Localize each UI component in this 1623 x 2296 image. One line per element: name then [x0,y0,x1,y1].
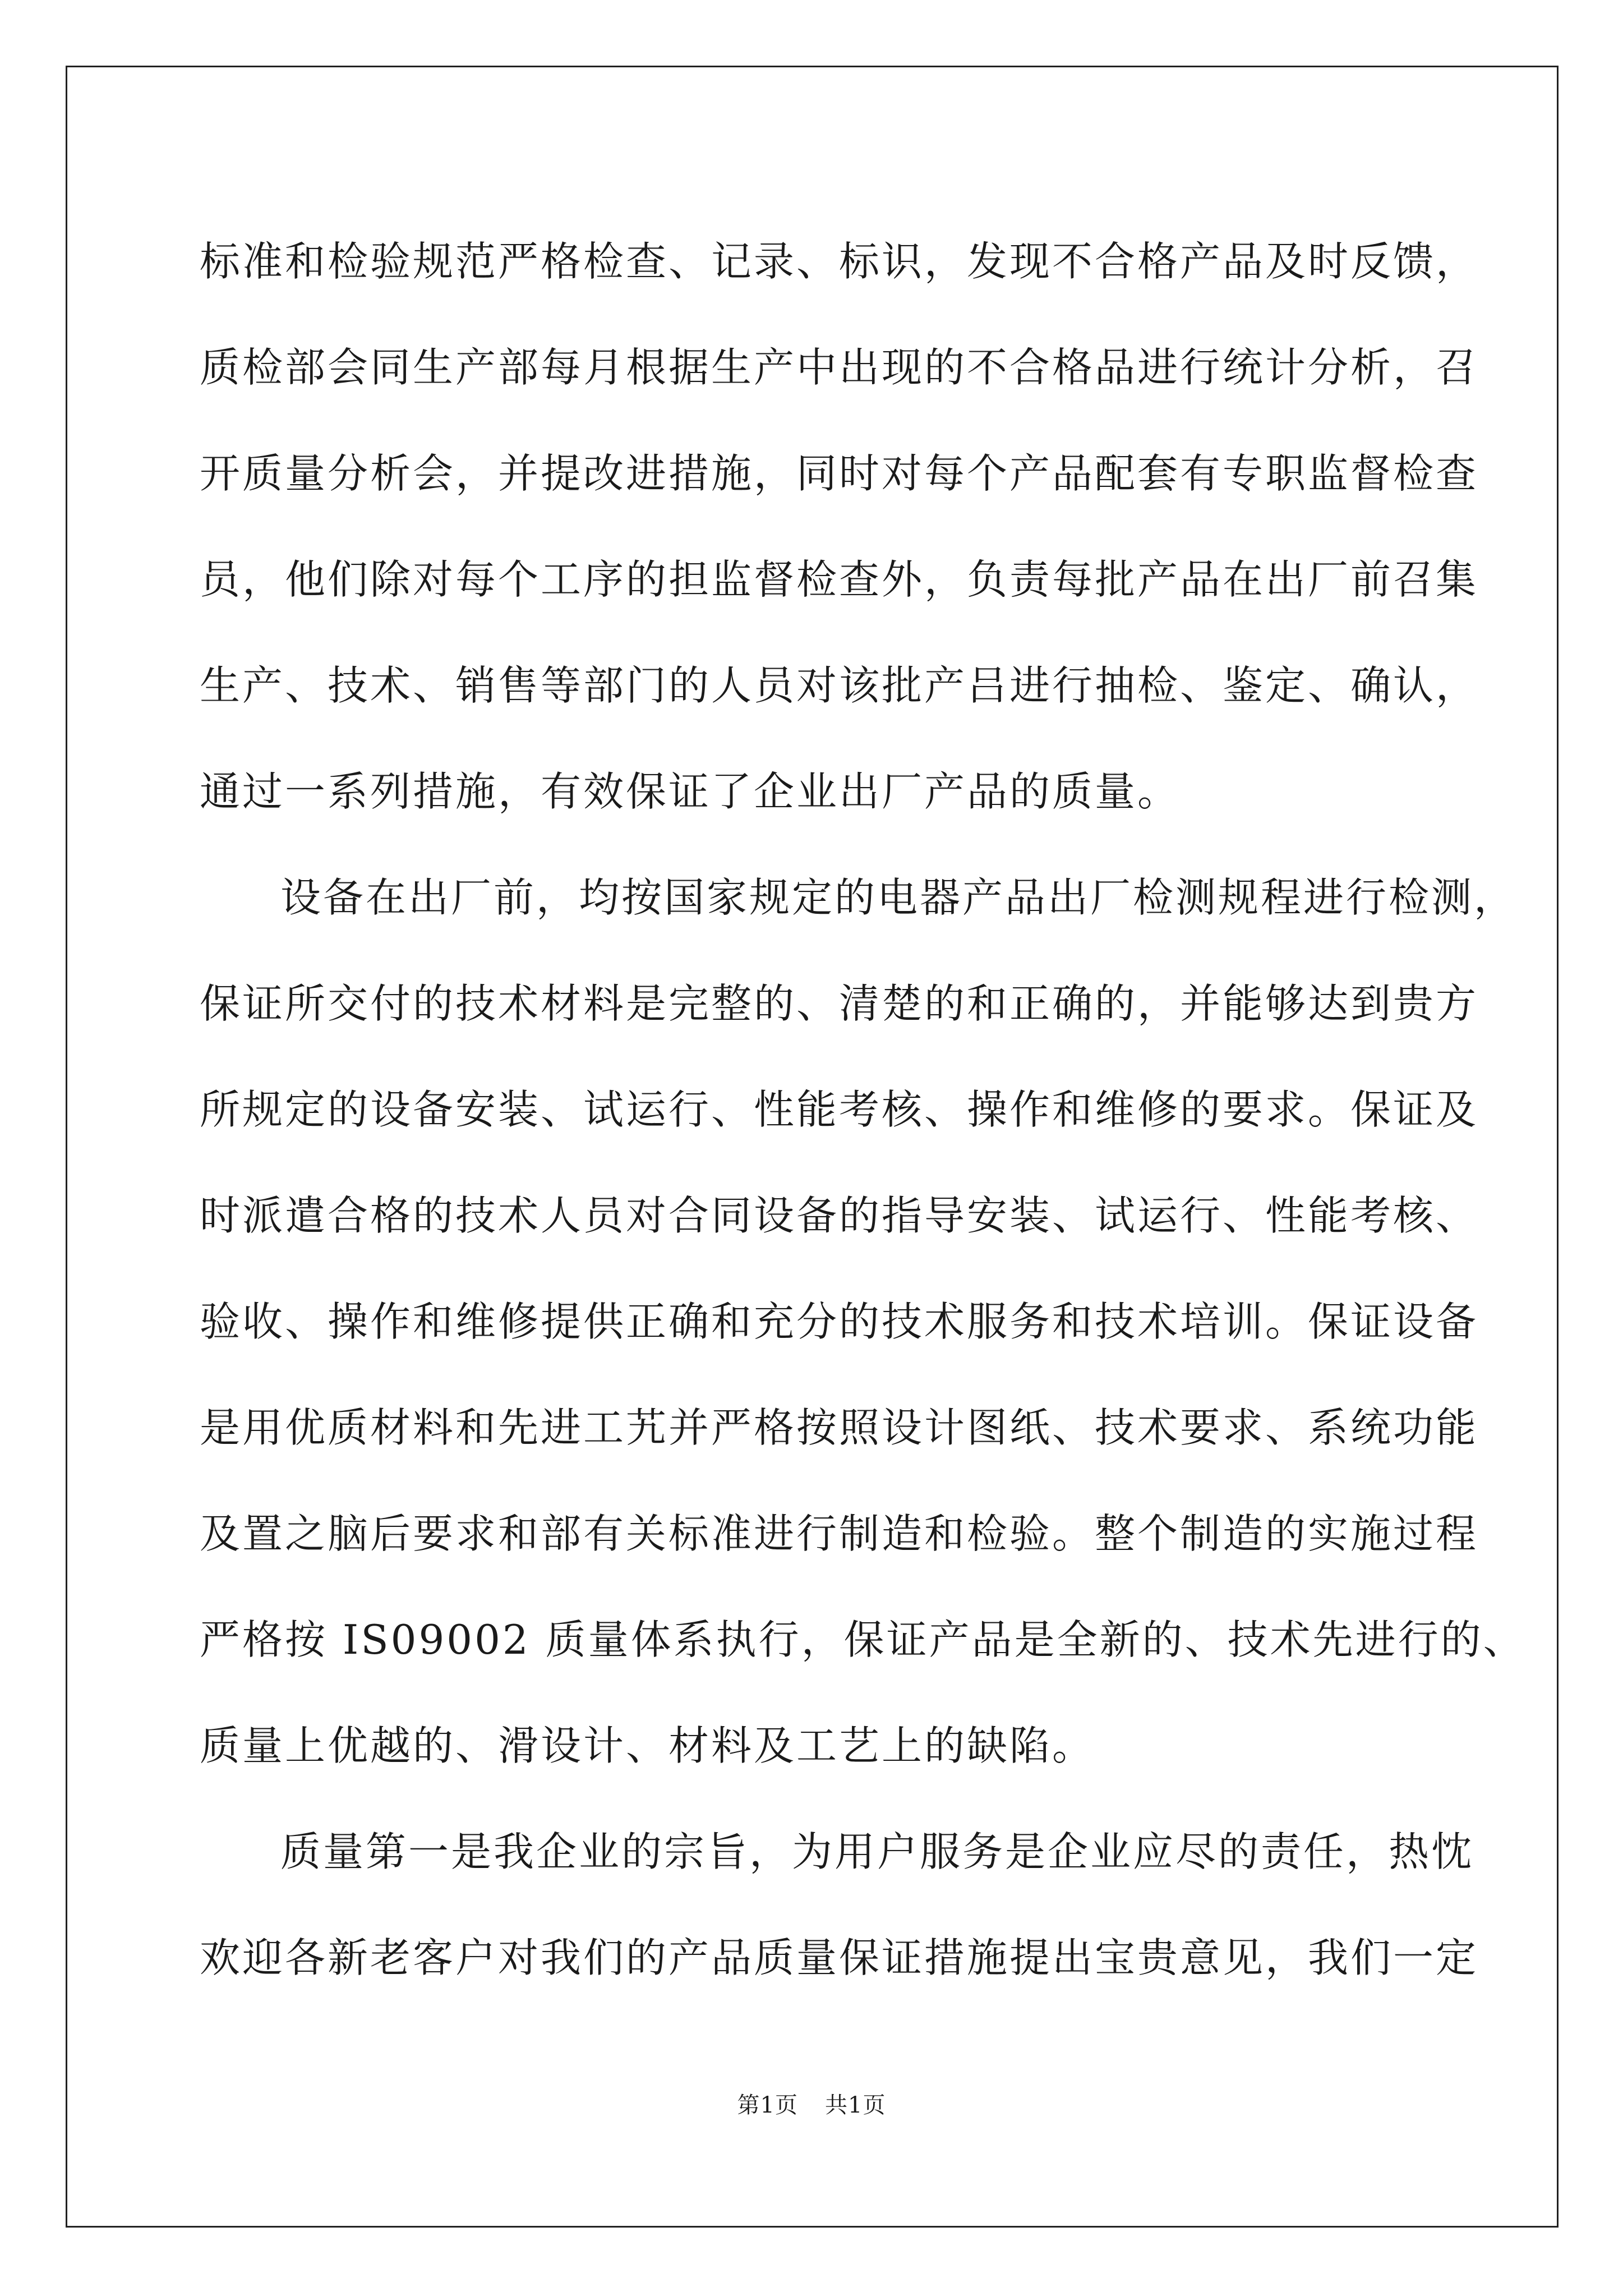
document-body [200,209,1526,2011]
text-line: 严格按 IS09002 质量体系执行，保证产品是全新的、技术先进行的、 [200,1616,1526,1663]
text-line: 质检部会同生产部每月根据生产中出现的不合格品进行统计分析，召 [200,344,1479,391]
text-line: 所规定的设备安装、试运行、性能考核、操作和维修的要求。保证及 [200,1086,1479,1133]
text-line: 通过一系列措施，有效保证了企业出厂产品的质量。 [200,768,1181,815]
paragraph-start-line: 质量第一是我企业的宗旨，为用户服务是企业应尽的责任，热忱 [280,1828,1474,1875]
text-line: 是用优质材料和先进工艽并严格按照设计图纸、技术要求、系统功能 [200,1404,1479,1451]
text-line: 员，他们除对每个工序的担监督检查外，负责每批产品在出厂前召集 [200,556,1479,603]
text-line: 质量上优越的、滑设计、材料及工艺上的缺陷。 [200,1722,1095,1769]
text-line: 及置之脑后要求和部有关标准进行制造和检验。整个制造的实施过程 [200,1510,1479,1557]
page-footer [0,2088,1623,2122]
text-line: 验收、操作和维修提供正确和充分的技术服务和技术培训。保证设备 [200,1298,1479,1345]
text-line: 保证所交付的技术材料是完整的、清楚的和正确的，并能够达到贵方 [200,980,1479,1027]
text-line: 开质量分析会，并提改进措施，同时对每个产品配套有专职监督检查 [200,450,1479,497]
page-number: 第1页 [737,2092,798,2118]
page-total: 共1页 [825,2092,886,2118]
paragraph-start-line: 设备在出厂前，均按国家规定的电器产品出厂检测规程进行检测， [280,874,1517,921]
text-line: 欢迎各新老客户对我们的产品质量保证措施提出宝贵意见，我们一定 [200,1934,1479,1981]
text-line: 生产、技术、销售等部门的人员对该批产吕进行抽检、鉴定、确认， [200,662,1479,709]
text-line: 标准和检验规范严格检查、记录、标识，发现不合格产品及时反馈， [200,238,1479,285]
text-line: 时派遣合格的技术人员对合同设备的指导安装、试运行、性能考核、 [200,1192,1479,1239]
